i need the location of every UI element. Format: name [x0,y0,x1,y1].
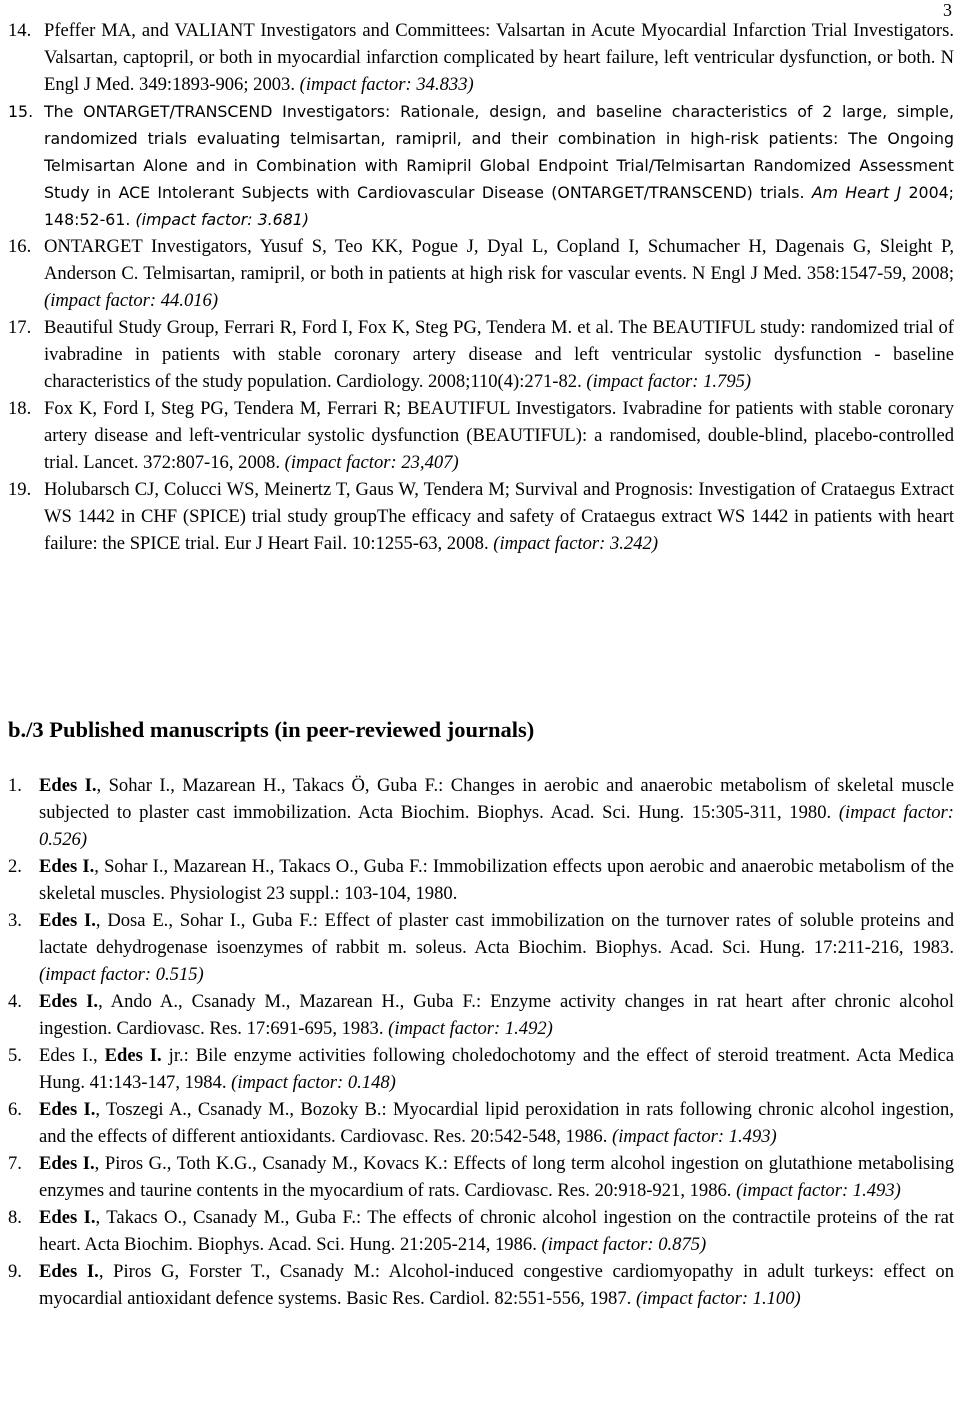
ref-text: , Takacs O., Csanady M., Guba F.: The effects of chronic alcohol ingestion on the contractile proteins of the rat heart. Acta Biochim. Biophys. Acad. Sci. Hung. 21:205-214, 1986. [39,1207,954,1255]
ref-number: 7. [8,1153,22,1174]
ref-number: 4. [8,991,22,1012]
impact-factor: (impact factor: 3.242) [493,533,659,554]
author-highlight: Edes I. [39,856,95,877]
ref-number: 6. [8,1099,22,1120]
ref-text: jr.: Bile enzyme activities following choledochotomy and the effect of steroid treatment. Acta Medica Hung. 41:143-147, 1984. [39,1045,954,1093]
page-number: 3 [943,0,952,20]
ref-text: , Dosa E., Sohar I., Guba F.: Effect of plaster cast immobilization on the turnover rates of soluble proteins and lactate dehydrogenase isoenzymes of rabbit m. soleus. Acta Biochim. Biophys. Acad. Sci. Hung. 17:211-216, 1983. [39,910,954,958]
manuscript-7 [8,1150,954,1204]
ref-text: , Piros G, Forster T., Csanady M.: Alcohol-induced congestive cardiomyopathy in adult turkeys: effect on myocardial antioxidant defence systems. Basic Res. Cardiol. 82:551-556, 1987. [39,1261,955,1309]
author-highlight: Edes I. [39,1099,96,1120]
reference-14 [8,17,954,98]
impact-factor: (impact factor: 0.875) [541,1234,707,1255]
ref-text: , Sohar I., Mazarean H., Takacs O., Guba F.: Immobilization effects upon aerobic and anaerobic metabolism of the skeletal muscles. Physiologist 23 suppl.: 103-104, 1980. [39,856,955,904]
ref-text: , Sohar I., Mazarean H., Takacs Ö, Guba F.: Changes in aerobic and anaerobic metabolism of skeletal muscle subjected to plaster cast immobilization. Acta Biochim. Biophys. Acad. Sci. Hung. 15:305-311, 1980. [39,775,954,823]
author-highlight: Edes I. [39,991,99,1012]
author-highlight: Edes I. [39,910,96,931]
author-highlight: Edes I. [39,1207,96,1228]
author-highlight: Edes I. [39,1153,95,1174]
ref-text: Holubarsch CJ, Colucci WS, Meinertz T, Gaus W, Tendera M; Survival and Prognosis: Investigation of Crataegus Extract WS 1442 in CHF (SPICE) trial study groupThe efficacy and safety of Crataegus extract WS 1442 in patients with heart failure: the SPICE trial. Eur J Heart Fail. 10:1255-63, 2008. [44,479,954,554]
reference-19 [8,476,954,557]
ref-number: 2. [8,856,22,877]
ref-number: 17. [8,317,32,338]
reference-17 [8,314,954,395]
ref-number: 5. [8,1045,22,1066]
manuscript-8 [8,1204,954,1258]
author-highlight: Edes I. [39,1261,99,1282]
ref-text: Pfeffer MA, and VALIANT Investigators and Committees: Valsartan in Acute Myocardial Infarction Trial Investigators. Valsartan, captopril, or both in myocardial infarction complicated by heart failure, left ventricular dysfunction, or both. N Engl J Med. 349:1893-906; 2003. [44,20,954,95]
impact-factor: (impact factor: 1.100) [635,1288,801,1309]
ref-text-after: 2004; 148:52-61. [44,183,954,229]
lead-author: Edes I., [39,1045,105,1066]
reference-16 [8,233,954,314]
author-highlight: Edes I. [104,1045,162,1066]
ref-text: The ONTARGET/TRANSCEND Investigators: Rationale, design, and baseline characteristics of 2 large, simple, randomized trials evaluating telmisartan, ramipril, and their combination in high-risk patients: The Ongoing Telmisartan Alone and in Combination with Ramipril Global Endpoint Trial/Telmisartan Randomized Assessment Study in ACE Intolerant Subjects with Cardiovascular Disease (ONTARGET/TRANSCEND) trials. [44,102,954,202]
impact-factor: (impact factor: 34.833) [299,74,474,95]
manuscript-4 [8,988,954,1042]
ref-number: 15. [8,102,34,121]
manuscript-6 [8,1096,954,1150]
impact-factor: (impact factor: 3.681) [135,210,309,229]
impact-factor: (impact factor: 1.492) [388,1018,553,1039]
manuscript-3 [8,907,954,988]
impact-factor: (impact factor: 1.493) [736,1180,901,1201]
ref-text: Fox K, Ford I, Steg PG, Tendera M, Ferrari R; BEAUTIFUL Investigators. Ivabradine for patients with stable coronary artery disease and left-ventricular systolic dysfunction (BEAUTIFUL): a randomised, double-blind, placebo-controlled trial. Lancet. 372:807-16, 2008. [44,398,954,473]
ref-text: ONTARGET Investigators, Yusuf S, Teo KK, Pogue J, Dyal L, Copland I, Schumacher H, Dagenais G, Sleight P, Anderson C. Telmisartan, ramipril, or both in patients at high risk for vascular events. N Engl J Med. 358:1547-59, 2008; [44,236,954,284]
reference-15 [8,98,954,233]
manuscript-2 [8,853,954,907]
impact-factor: (impact factor: 0.148) [231,1072,396,1093]
manuscript-1 [8,772,954,853]
journal-name: Am Heart J [811,183,902,202]
manuscript-9 [8,1258,954,1312]
manuscript-5 [8,1042,954,1096]
ref-number: 8. [8,1207,22,1228]
reference-18 [8,395,954,476]
impact-factor: (impact factor: 1.493) [612,1126,777,1147]
ref-number: 19. [8,479,32,500]
impact-factor: (impact factor: 0.515) [39,964,204,985]
section-heading: b./3 Published manuscripts (in peer-reviewed journals) [8,717,535,742]
impact-factor: (impact factor: 44.016) [44,290,219,311]
ref-text: Beautiful Study Group, Ferrari R, Ford I, Fox K, Steg PG, Tendera M. et al. The BEAUTIFUL study: randomized trial of ivabradine in patients with stable coronary artery disease and left ventricular systolic dysfunction - baseline characteristics of the study population. Cardiology. 2008;110(4):271-82. [44,317,954,392]
impact-factor: (impact factor: 1.795) [586,371,752,392]
author-highlight: Edes I. [39,775,97,796]
impact-factor: (impact factor: 0.526) [39,802,954,850]
ref-number: 14. [8,20,32,41]
manuscript-list [8,772,954,1312]
impact-factor: (impact factor: 23,407) [284,452,459,473]
ref-text: , Piros G., Toth K.G., Csanady M., Kovacs K.: Effects of long term alcohol ingestion on glutathione metabolising enzymes and taurine contents in the myocardium of rats. Cardiovasc. Res. 20:918-921, 1986. [39,1153,954,1201]
ref-text: , Ando A., Csanady M., Mazarean H., Guba F.: Enzyme activity changes in rat heart after chronic alcohol ingestion. Cardiovasc. Res. 17:691-695, 1983. [39,991,954,1039]
ref-text: , Toszegi A., Csanady M., Bozoky B.: Myocardial lipid peroxidation in rats following chronic alcohol ingestion, and the effects of different antioxidants. Cardiovasc. Res. 20:542-548, 1986. [39,1099,955,1147]
ref-number: 9. [8,1261,22,1282]
reference-list-top [8,17,954,557]
ref-number: 18. [8,398,32,419]
ref-number: 3. [8,910,22,931]
ref-number: 16. [8,236,32,257]
ref-number: 1. [8,775,22,796]
